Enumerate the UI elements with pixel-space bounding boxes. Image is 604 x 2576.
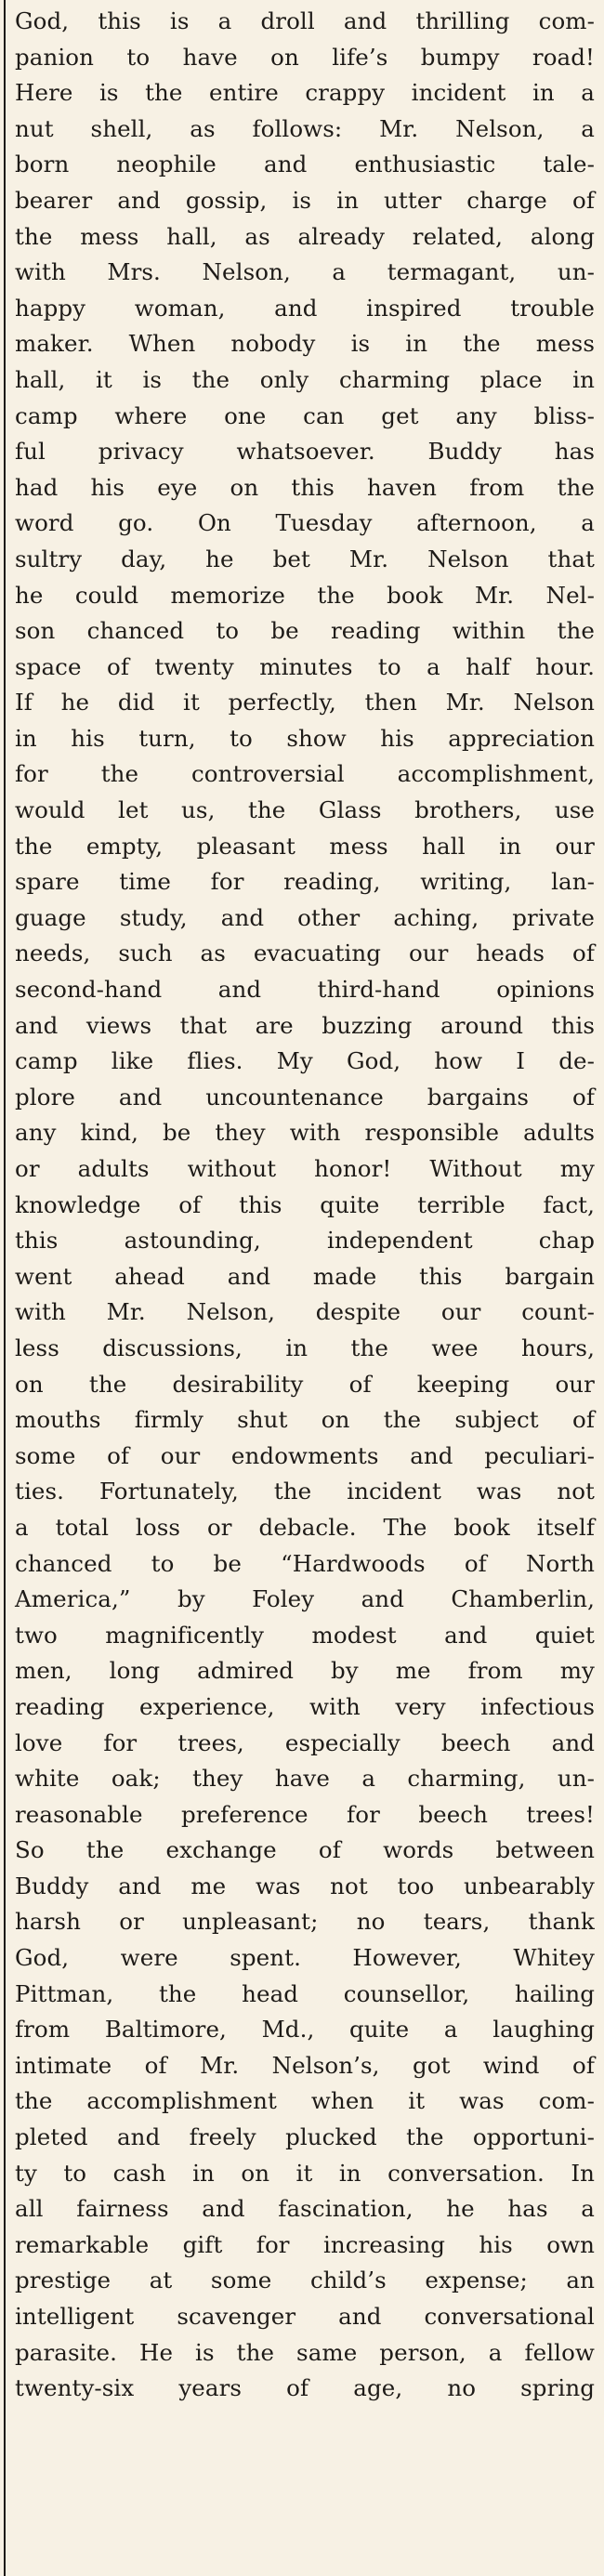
text-line: knowledge of this quite terrible fact,	[15, 1190, 595, 1218]
text-line: camp like flies. My God, how I de-	[15, 1047, 595, 1075]
text-line: he could memorize the book Mr. Nel-	[15, 581, 595, 609]
text-line: word go. On Tuesday afternoon, a	[15, 509, 595, 537]
text-line: remarkable gift for increasing his own	[15, 2230, 595, 2258]
text-line: camp where one can get any bliss-	[15, 401, 595, 429]
text-line: nut shell, as follows: Mr. Nelson, a	[15, 114, 595, 142]
text-line: son chanced to be reading within the	[15, 617, 595, 645]
text-line: or adults without honor! Without my	[15, 1155, 595, 1182]
text-line: born neophile and enthusiastic tale-	[15, 151, 595, 178]
text-line: second-hand and third-hand opinions	[15, 976, 595, 1004]
text-line: for the controversial accomplishment,	[15, 760, 595, 788]
text-line: less discussions, in the wee hours,	[15, 1334, 595, 1361]
text-line: prestige at some child’s expense; an	[15, 2267, 595, 2294]
text-line: ties. Fortunately, the incident was not	[15, 1478, 595, 1505]
text-line: hall, it is the only charming place in	[15, 365, 595, 393]
text-line: parasite. He is the same person, a fellow	[15, 2338, 595, 2366]
text-line: needs, such as evacuating our heads of	[15, 940, 595, 967]
text-line: pleted and freely plucked the opportuni-	[15, 2123, 595, 2151]
text-line: a total loss or debacle. The book itself	[15, 1513, 595, 1541]
text-line: white oak; they have a charming, un-	[15, 1765, 595, 1793]
text-line: bearer and gossip, is in utter charge of	[15, 186, 595, 214]
text-line: in his turn, to show his appreciation	[15, 724, 595, 752]
text-line: this astounding, independent chap	[15, 1227, 595, 1255]
text-line: mouths firmly shut on the subject of	[15, 1406, 595, 1434]
text-line: some of our endowments and peculiari-	[15, 1441, 595, 1469]
text-line: men, long admired by me from my	[15, 1657, 595, 1685]
text-line: guage study, and other aching, private	[15, 903, 595, 931]
text-line	[15, 2407, 595, 2443]
text-line: any kind, be they with responsible adults	[15, 1119, 595, 1147]
text-line: with Mrs. Nelson, a termagant, un-	[15, 258, 595, 286]
text-line: the accomplishment when it was com-	[15, 2087, 595, 2115]
text-line: panion to have on life’s bumpy road!	[15, 43, 595, 71]
text-line: So the exchange of words between	[15, 1836, 595, 1864]
text-line: from Baltimore, Md., quite a laughing	[15, 2016, 595, 2044]
text-line: and views that are buzzing around this	[15, 1011, 595, 1039]
text-line: reasonable preference for beech trees!	[15, 1800, 595, 1828]
text-line: on the desirability of keeping our	[15, 1370, 595, 1398]
text-line: God, this is a droll and thrilling com-	[15, 7, 595, 34]
text-line: Buddy and me was not too unbearably	[15, 1872, 595, 1899]
text-line: space of twenty minutes to a half hour.	[15, 652, 595, 680]
text-line: love for trees, especially beech and	[15, 1728, 595, 1756]
text-line: God, were spent. However, Whitey	[15, 1944, 595, 1972]
text-line: harsh or unpleasant; no tears, thank	[15, 1908, 595, 1936]
text-line: happy woman, and inspired trouble	[15, 294, 595, 322]
text-line: ful privacy whatsoever. Buddy has	[15, 438, 595, 466]
text-line: America,” by Foley and Chamberlin,	[15, 1585, 595, 1613]
text-line: ty to cash in on it in conversation. In	[15, 2159, 595, 2187]
text-line: intimate of Mr. Nelson’s, got wind of	[15, 2051, 595, 2079]
text-line: sultry day, he bet Mr. Nelson that	[15, 545, 595, 572]
text-line: twenty-six years of age, no spring	[15, 2374, 595, 2402]
text-line: all fairness and fascination, he has a	[15, 2195, 595, 2223]
text-line: intelligent scavenger and conversational	[15, 2303, 595, 2330]
text-line: spare time for reading, writing, lan-	[15, 868, 595, 896]
text-line: If he did it perfectly, then Mr. Nelson	[15, 689, 595, 716]
text-line: would let us, the Glass brothers, use	[15, 796, 595, 824]
text-line: the mess hall, as already related, along	[15, 222, 595, 250]
text-line: maker. When nobody is in the mess	[15, 330, 595, 358]
text-line: chanced to be “Hardwoods of North	[15, 1549, 595, 1577]
text-line: had his eye on this haven from the	[15, 473, 595, 501]
body-text-column	[15, 4, 595, 2442]
text-line: with Mr. Nelson, despite our count-	[15, 1298, 595, 1326]
text-line: two magnificently modest and quiet	[15, 1621, 595, 1649]
text-line: Pittman, the head counsellor, hailing	[15, 1979, 595, 2007]
text-line: the empty, pleasant mess hall in our	[15, 832, 595, 860]
text-line: reading experience, with very infectious	[15, 1692, 595, 1720]
text-line: plore and uncountenance bargains of	[15, 1083, 595, 1111]
text-line: went ahead and made this bargain	[15, 1262, 595, 1290]
column-rule	[4, 0, 6, 2576]
text-line: Here is the entire crappy incident in a	[15, 79, 595, 107]
